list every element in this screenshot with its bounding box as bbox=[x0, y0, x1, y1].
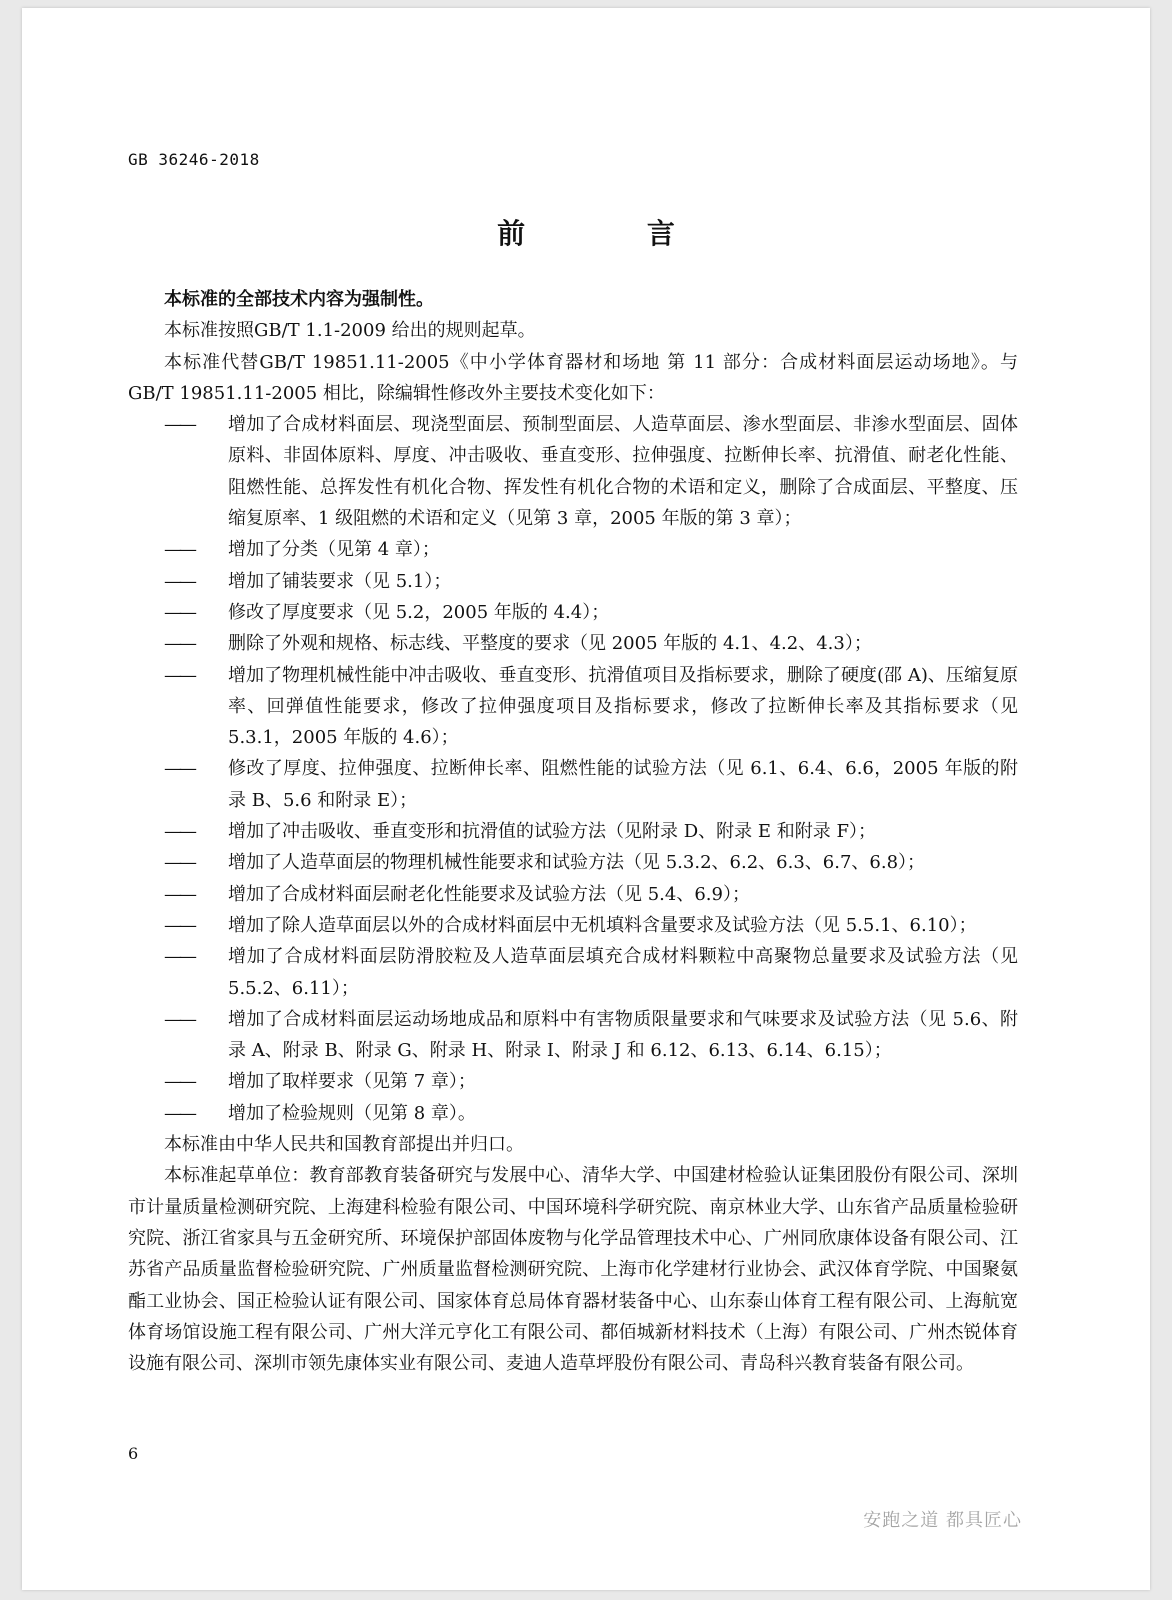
list-item-text: 增加了铺装要求（见 5.1）； bbox=[228, 570, 452, 592]
dash-marker: —— bbox=[164, 601, 194, 623]
list-item bbox=[128, 941, 1018, 1004]
list-item-text: 增加了除人造草面层以外的合成材料面层中无机填料含量要求及试验方法（见 5.5.1、6.10）； bbox=[228, 914, 977, 936]
list-item-text: 修改了厚度、拉伸强度、拉断伸长率、阻燃性能的试验方法（见 6.1、6.4、6.6，2005 年版的附录 B、5.6 和附录 E）； bbox=[228, 758, 1018, 811]
list-item bbox=[128, 847, 1018, 878]
paragraph-drafting-units: 本标准起草单位：教育部教育装备研究与发展中心、清华大学、中国建材检验认证集团股份有限公司、深圳市计量质量检测研究院、上海建科检验有限公司、中国环境科学研究院、南京林业大学、山东省产品质量检验研究院、浙江省家具与五金研究所、环境保护部固体废物与化学品管理技术中心、广州同欣康体设备有限公司、江苏省产品质量监督检验研究院、广州质量监督检测研究院、上海市化学建材行业协会、武汉体育学院、中国聚氨酯工业协会、国正检验认证有限公司、国家体育总局体育器材装备中心、山东泰山体育工程有限公司、上海航宽体育场馆设施工程有限公司、广州大洋元亨化工有限公司、都佰城新材料技术（上海）有限公司、广州杰锐体育设施有限公司、深圳市领先康体实业有限公司、麦迪人造草坪股份有限公司、青岛科兴教育装备有限公司。 bbox=[128, 1165, 1018, 1375]
list-item-text: 修改了厚度要求（见 5.2，2005 年版的 4.4）； bbox=[228, 601, 610, 623]
list-item bbox=[128, 816, 1018, 847]
standard-code: GB 36246-2018 bbox=[128, 150, 260, 169]
list-item-text: 增加了合成材料面层防滑胶粒及人造草面层填充合成材料颗粒中高聚物总量要求及试验方法（见 5.5.2、6.11）； bbox=[228, 946, 1018, 999]
list-item-text: 增加了合成材料面层运动场地成品和原料中有害物质限量要求和气味要求及试验方法（见 5.6、附录 A、附录 B、附录 G、附录 H、附录 I、附录 J 和 6.12、6.13、6.14、6.15）； bbox=[228, 1008, 1018, 1062]
dash-marker: —— bbox=[164, 883, 194, 905]
page-title: 前 言 bbox=[497, 217, 731, 250]
list-item bbox=[128, 1004, 1018, 1067]
dash-marker: —— bbox=[164, 1008, 194, 1030]
list-item-text: 增加了分类（见第 4 章）； bbox=[228, 539, 440, 561]
dash-marker: —— bbox=[164, 1102, 194, 1124]
dash-marker: —— bbox=[164, 821, 194, 843]
paragraph-mandatory: 本标准的全部技术内容为强制性。 bbox=[164, 289, 434, 310]
dash-marker: —— bbox=[164, 758, 194, 780]
list-item-text: 增加了物理机械性能中冲击吸收、垂直变形、抗滑值项目及指标要求，删除了硬度(邵 A)、压缩复原率、回弹值性能要求，修改了拉伸强度项目及指标要求，修改了拉断伸长率及其指标要求（见 5.3.1，2005 年版的 4.6）； bbox=[228, 664, 1018, 749]
page-number: 6 bbox=[128, 1444, 139, 1463]
changes-list bbox=[128, 409, 1018, 1129]
list-item-text: 增加了合成材料面层、现浇型面层、预制型面层、人造草面层、渗水型面层、非渗水型面层、固体原料、非固体原料、厚度、冲击吸收、垂直变形、拉伸强度、拉断伸长率、抗滑值、耐老化性能、阻燃性能、总挥发性有机化合物、挥发性有机化合物的术语和定义，删除了合成面层、平整度、压缩复原率、1 级阻燃的术语和定义（见第 3 章，2005 年版的第 3 章）； bbox=[228, 414, 1018, 530]
dash-marker: —— bbox=[164, 1071, 194, 1093]
dash-marker: —— bbox=[164, 852, 194, 874]
list-item bbox=[128, 910, 1018, 941]
list-item bbox=[128, 1098, 1018, 1129]
dash-marker: —— bbox=[164, 946, 194, 968]
list-item bbox=[128, 660, 1018, 754]
dash-marker: —— bbox=[164, 539, 194, 561]
list-item bbox=[128, 534, 1018, 565]
list-item bbox=[128, 566, 1018, 597]
list-item bbox=[128, 879, 1018, 910]
list-item-text: 增加了人造草面层的物理机械性能要求和试验方法（见 5.3.2、6.2、6.3、6.7、6.8）； bbox=[228, 852, 926, 874]
dash-marker: —— bbox=[164, 914, 194, 936]
list-item-text: 删除了外观和规格、标志线、平整度的要求（见 2005 年版的 4.1、4.2、4.3）； bbox=[228, 633, 872, 655]
list-item bbox=[128, 1066, 1018, 1097]
list-item bbox=[128, 597, 1018, 628]
list-item-text: 增加了检验规则（见第 8 章）。 bbox=[228, 1102, 476, 1124]
watermark-text: 安跑之道 都具匠心 bbox=[863, 1510, 1022, 1531]
dash-marker: —— bbox=[164, 570, 194, 592]
dash-marker: —— bbox=[164, 414, 194, 436]
dash-marker: —— bbox=[164, 633, 194, 655]
document-body bbox=[128, 284, 1018, 1379]
list-item-text: 增加了取样要求（见第 7 章）； bbox=[228, 1071, 476, 1093]
list-item-text: 增加了冲击吸收、垂直变形和抗滑值的试验方法（见附录 D、附录 E 和附录 F）； bbox=[228, 821, 876, 843]
paragraph-proposer: 本标准由中华人民共和国教育部提出并归口。 bbox=[164, 1134, 524, 1156]
list-item bbox=[128, 409, 1018, 534]
paragraph-drafting-rules: 本标准按照GB/T 1.1-2009 给出的规则起草。 bbox=[164, 320, 536, 342]
list-item bbox=[128, 753, 1018, 816]
dash-marker: —— bbox=[164, 664, 194, 686]
document-page bbox=[22, 8, 1150, 1590]
list-item bbox=[128, 628, 1018, 659]
list-item-text: 增加了合成材料面层耐老化性能要求及试验方法（见 5.4、6.9）； bbox=[228, 883, 750, 905]
paragraph-replacement: 本标准代替GB/T 19851.11-2005《中小学体育器材和场地 第 11 部分：合成材料面层运动场地》。与GB/T 19851.11-2005 相比，除编辑性修改外主要技术变化如下： bbox=[128, 351, 1018, 404]
